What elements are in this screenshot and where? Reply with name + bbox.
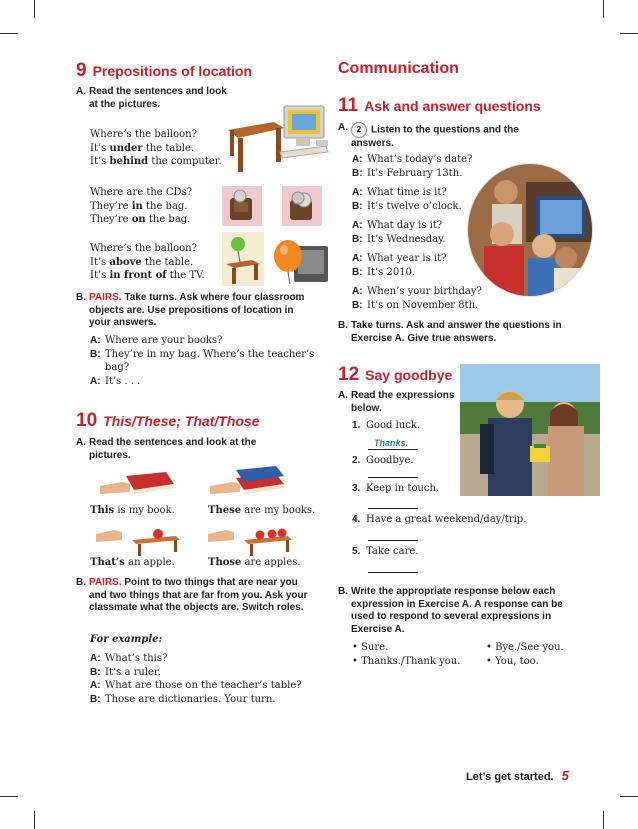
line-text: They’re in my bag. Where’s the teacher’s	[105, 348, 315, 360]
caption-those	[208, 556, 301, 570]
students-goodbye-photo	[460, 364, 600, 496]
item-letter: B.	[76, 292, 86, 303]
ex9-sentence-group-1	[90, 128, 222, 169]
hand-apple-table-illustration	[96, 520, 182, 556]
expression-text: Keep in touch.	[366, 483, 440, 494]
expression-item	[352, 483, 439, 494]
line-text: What’s this?	[105, 653, 168, 664]
speaker: B:	[352, 267, 363, 278]
ex10-dialog	[90, 652, 302, 706]
line-text: It’s . . .	[105, 375, 141, 387]
caption-text: are my books.	[241, 505, 316, 516]
text: the table.	[142, 142, 195, 154]
expression-text: Good luck.	[366, 420, 421, 431]
item-letter: A.	[76, 437, 86, 448]
expression-text: Goodbye.	[366, 455, 414, 466]
answer-blank[interactable]	[368, 449, 418, 450]
expression-text: Take care.	[366, 546, 419, 557]
hand-books-illustration	[210, 464, 292, 500]
section-12-title	[338, 364, 452, 386]
expression-text: Have a great weekend/day/trip.	[366, 514, 527, 525]
text: It’s	[90, 142, 110, 154]
preposition: behind	[109, 156, 149, 167]
section-9-title	[76, 60, 252, 82]
text: the bag.	[145, 214, 191, 225]
caption-text: an apple.	[124, 557, 175, 568]
answer-blank[interactable]	[368, 477, 418, 478]
section-number: 11	[338, 95, 359, 116]
item-letter: A.	[338, 122, 348, 133]
answer-line	[90, 269, 205, 283]
line-text: Those are dictionaries. Your turn.	[105, 693, 276, 705]
instruction-text: Take turns. Ask and answer the questions in Exercise A. Give true answers.	[351, 320, 562, 344]
line-text: It’s on November 8th.	[367, 300, 479, 311]
item-letter: A.	[76, 86, 86, 97]
speaker: A:	[352, 286, 363, 297]
section-title-text: This/These; That/Those	[103, 413, 260, 429]
crop-mark	[620, 796, 638, 797]
page-number: 5	[561, 768, 569, 783]
caption-thats	[90, 556, 175, 570]
demonstrative: That’s	[90, 557, 125, 568]
pairs-label: PAIRS.	[89, 577, 122, 588]
section-number: 12	[338, 364, 360, 385]
item-number: 2.	[352, 455, 361, 466]
answer-blank[interactable]	[368, 508, 418, 509]
caption-these	[208, 504, 315, 518]
line-text: What year is it?	[367, 253, 447, 264]
answer-line	[90, 155, 222, 169]
hand-book-illustration	[100, 468, 182, 500]
item-number: 5.	[352, 546, 361, 557]
dialog-line	[352, 186, 482, 200]
dialog-line	[90, 679, 302, 693]
ex11-instruction-a	[338, 122, 538, 151]
page-footer	[466, 768, 569, 783]
dialog-line	[90, 693, 302, 707]
section-title-text: Prepositions of location	[92, 63, 253, 79]
text: the bag.	[142, 200, 188, 212]
text: It’s	[90, 156, 110, 167]
balloon-table-illustration	[222, 232, 264, 286]
response-option: • You, too.	[486, 656, 539, 667]
caption-this	[90, 504, 175, 518]
crop-mark	[603, 811, 604, 829]
answer-line	[90, 256, 205, 270]
dialog-line	[90, 348, 314, 362]
dialog-line	[352, 285, 482, 299]
ex12-instruction-b	[338, 586, 578, 636]
crop-mark	[0, 33, 18, 34]
answer-line	[90, 213, 192, 227]
ex12-instruction-a	[338, 390, 468, 415]
line-text: It’s Wednesday.	[367, 234, 446, 245]
crop-mark	[603, 0, 604, 18]
caption-text: are apples.	[241, 557, 301, 568]
text: the computer.	[148, 156, 222, 167]
section-number: 10	[76, 410, 98, 431]
ex9-sentence-group-2	[90, 186, 192, 227]
speaker: B:	[90, 348, 101, 360]
instruction-text: Take turns. Ask where four classroom objects are. Use prepositions of location in your answers.	[89, 292, 305, 328]
speaker: A:	[90, 375, 101, 387]
cd-on-bag-illustration	[282, 186, 322, 226]
item-letter: B.	[338, 586, 348, 597]
demonstrative: These	[208, 505, 242, 516]
crop-mark	[620, 33, 638, 34]
response-text: Sure.	[361, 642, 389, 653]
answer-blank[interactable]	[368, 572, 418, 573]
speaker: A:	[352, 220, 363, 231]
answer-line	[90, 142, 222, 156]
line-text: bag?	[105, 362, 130, 373]
text: the TV.	[166, 270, 205, 281]
dialog-line	[352, 299, 482, 313]
dialog-line	[90, 652, 302, 666]
footer-text: Let’s get started.	[466, 771, 554, 783]
text: It’s	[90, 256, 110, 268]
response-text: Bye./See you.	[495, 642, 564, 653]
demonstrative: This	[90, 505, 115, 516]
preposition: on	[131, 214, 146, 225]
sample-answer: Thanks.	[374, 438, 409, 448]
speaker: B:	[352, 201, 363, 212]
item-number: 1.	[352, 420, 361, 431]
dialog-line	[90, 666, 302, 680]
crop-mark	[34, 811, 35, 829]
hand-apples-table-illustration	[208, 520, 296, 556]
response-option: • Bye./See you.	[486, 642, 564, 653]
text: It’s	[90, 270, 110, 281]
section-title-text: Say goodbye	[365, 367, 453, 383]
ex11-instruction-b	[338, 320, 578, 345]
speaker: B:	[352, 300, 363, 311]
line-text: It’s February 13th.	[367, 168, 463, 179]
cd-bag-illustration	[222, 186, 262, 226]
ex10-instruction-b	[76, 577, 316, 615]
instruction-text: Read the expressions below.	[351, 390, 455, 414]
instruction-text: Listen to the questions and the answers.	[351, 124, 519, 149]
line-text: When’s your birthday?	[367, 286, 482, 297]
speaker: A:	[352, 154, 363, 165]
item-letter: A.	[338, 390, 348, 401]
caption-text: is my book.	[114, 505, 175, 516]
expression-item	[352, 514, 526, 525]
ex9-sentence-group-3	[90, 242, 205, 283]
students-computer-photo	[466, 162, 594, 298]
speaker: A:	[90, 653, 101, 664]
expression-item	[352, 455, 414, 466]
dialog-line	[352, 200, 482, 214]
communication-heading: Communication	[338, 60, 459, 77]
text: They’re	[90, 200, 132, 212]
dialog-line	[90, 375, 314, 389]
section-10-title	[76, 410, 260, 432]
balloon-tv-illustration	[270, 236, 330, 286]
line-text: It’s 2010.	[367, 267, 416, 278]
response-option: • Sure.	[352, 642, 389, 653]
ex11-dialog	[352, 153, 482, 313]
instruction-text: Point to two things that are near you and two things that are far from you. Ask your classmate what the objects are. Switch roles.	[89, 577, 308, 613]
instruction-text: Read the sentences and look at the pictures.	[89, 437, 257, 461]
crop-mark	[0, 796, 18, 797]
preposition: above	[109, 256, 142, 268]
preposition: under	[109, 142, 143, 154]
for-example-label: For example:	[90, 634, 163, 645]
line-text: What day is it?	[367, 220, 443, 231]
speaker: A:	[352, 187, 363, 198]
instruction-text: Read the sentences and look at the pictures.	[89, 86, 227, 110]
audio-track-icon[interactable]: 2	[351, 122, 367, 138]
section-number: 9	[76, 60, 87, 81]
speaker: B:	[90, 666, 101, 678]
response-text: Thanks./Thank you.	[361, 656, 461, 667]
item-number: 3.	[352, 483, 361, 494]
item-letter: B.	[76, 577, 86, 588]
dialog-line	[352, 153, 482, 167]
pairs-label: PAIRS.	[89, 292, 122, 303]
answer-line	[90, 200, 192, 214]
question: Where are the CDs?	[90, 187, 193, 198]
dialog-line	[352, 233, 482, 247]
ex9-instruction-b	[76, 292, 316, 330]
section-title-text: Ask and answer questions	[364, 98, 541, 114]
speaker: B:	[352, 234, 363, 245]
speaker: A:	[352, 253, 363, 264]
dialog-line	[90, 334, 314, 348]
ex10-instruction-a	[76, 437, 276, 462]
demonstrative: Those	[208, 557, 242, 568]
dialog-line	[352, 266, 482, 280]
line-text: What time is it?	[367, 187, 447, 198]
line-text: What are those on the teacher’s table?	[105, 680, 302, 691]
line-text: Where are your books?	[105, 335, 223, 346]
item-letter: B.	[338, 320, 348, 331]
table-computer-illustration	[222, 100, 330, 182]
preposition: in front of	[109, 270, 167, 281]
line-text: What’s today’s date?	[367, 154, 473, 165]
speaker: A:	[90, 335, 101, 346]
expression-item	[352, 546, 418, 557]
question: Where’s the balloon?	[90, 129, 197, 140]
preposition: in	[131, 200, 143, 212]
dialog-line	[90, 361, 314, 375]
line-text: It’s a ruler.	[105, 666, 161, 678]
answer-blank[interactable]	[368, 540, 418, 541]
expression-item	[352, 420, 420, 431]
line-text: It’s twelve o’clock.	[367, 201, 462, 212]
instruction-text: Write the appropriate response below each expression in Exercise A. A response can be used to respond to several expressions in Exercise A.	[351, 586, 563, 635]
speaker: B:	[90, 693, 101, 705]
response-option: • Thanks./Thank you.	[352, 656, 461, 667]
section-11-title	[338, 95, 541, 117]
ex9-dialog	[90, 334, 314, 388]
text: They’re	[90, 214, 132, 225]
speaker: A:	[90, 680, 101, 691]
crop-mark	[34, 0, 35, 18]
speaker: B:	[352, 168, 363, 179]
dialog-line	[352, 252, 482, 266]
dialog-line	[352, 167, 482, 181]
item-number: 4.	[352, 514, 361, 525]
response-text: You, too.	[495, 656, 539, 667]
question: Where’s the balloon?	[90, 243, 197, 254]
text: the table.	[141, 256, 194, 268]
ex9-instruction-a	[76, 86, 236, 111]
dialog-line	[352, 219, 482, 233]
